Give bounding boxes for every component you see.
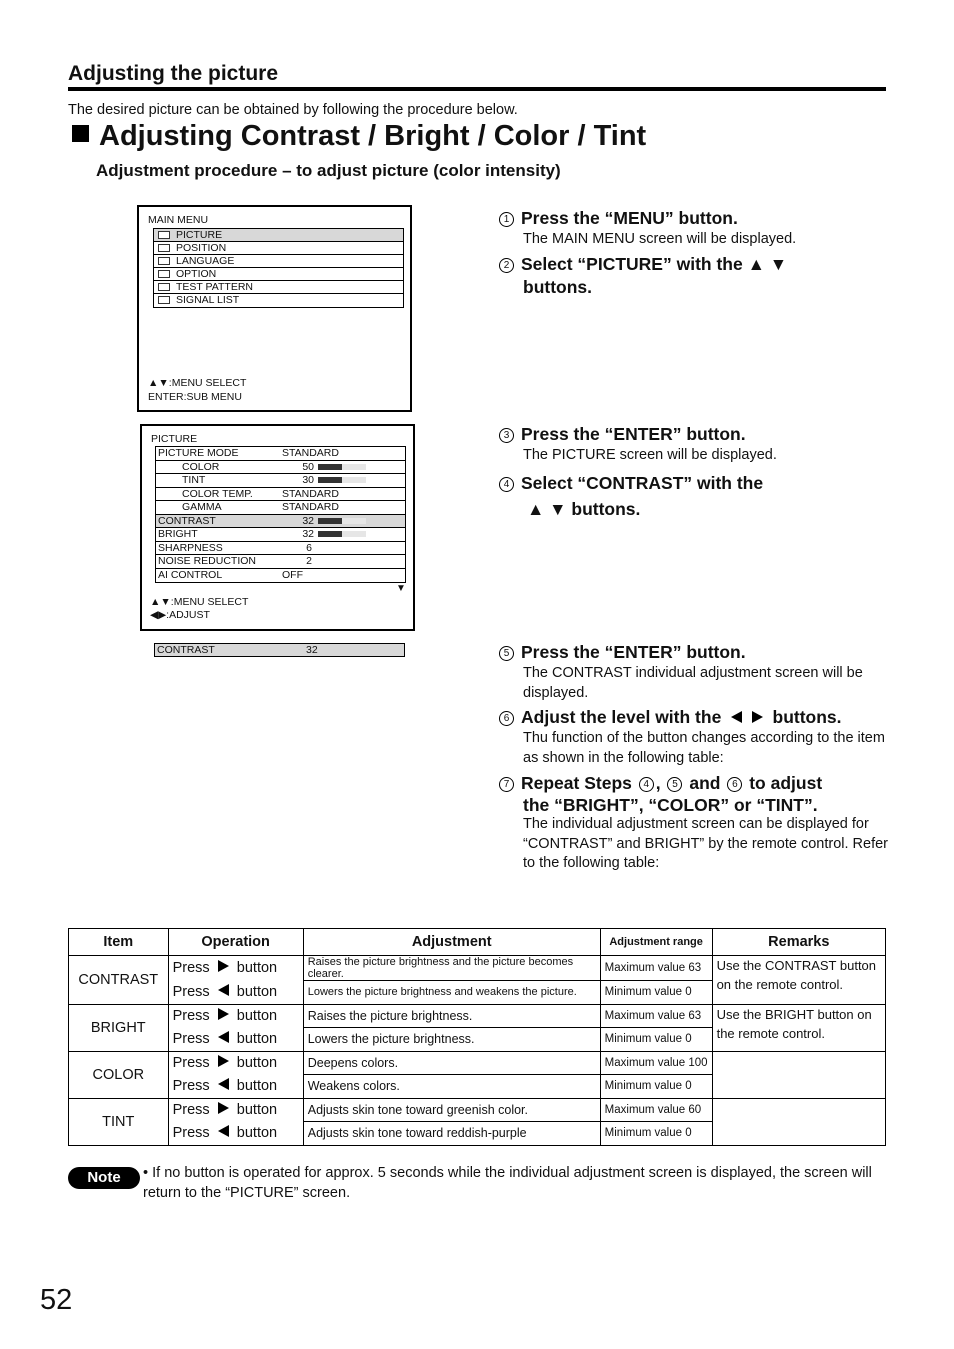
- row-sharpness[interactable]: [156, 542, 405, 556]
- picture-menu-screen: [140, 424, 415, 631]
- adjustment-down: Weakens colors.: [303, 1075, 600, 1099]
- step-title-text: to adjust: [749, 773, 823, 793]
- contrast-bar-value: 32: [306, 644, 318, 656]
- row-value: STANDARD: [282, 501, 339, 513]
- step-ref-number: 6: [727, 777, 742, 792]
- press-text: Press: [172, 1008, 210, 1024]
- adjustment-down: Adjusts skin tone toward reddish-purple: [303, 1122, 600, 1146]
- operation-up: [168, 1098, 303, 1122]
- table-row: [69, 956, 886, 981]
- row-label: AI CONTROL: [158, 568, 223, 581]
- row-value: 30: [302, 474, 314, 486]
- row-label: GAMMA: [182, 501, 222, 513]
- page-number: 52: [40, 1284, 73, 1316]
- step-title-cont: buttons.: [523, 277, 593, 297]
- step-title: [499, 706, 889, 729]
- main-menu-screen: [137, 205, 412, 412]
- step-title: 7 Repeat Steps 4 , 5 and 6 to adjust: [499, 772, 891, 795]
- press-text: Press: [172, 1102, 210, 1118]
- picture-menu-list: [155, 446, 406, 583]
- range-max: Maximum value 63: [600, 1004, 712, 1028]
- header-adjustment-range: Adjustment range: [600, 929, 712, 956]
- step-number: 7: [499, 777, 514, 792]
- table-row: [69, 1098, 886, 1122]
- right-arrow-icon: [218, 1102, 229, 1114]
- step-title-text: buttons.: [772, 707, 842, 727]
- row-color[interactable]: [156, 461, 405, 475]
- step-title: [499, 423, 889, 446]
- operation-down: [168, 1075, 303, 1099]
- main-title-text: Adjusting Contrast / Bright / Color / Tint: [99, 120, 647, 152]
- remarks-cell: Use the BRIGHT button on the remote control.: [712, 1004, 885, 1051]
- range-min: Minimum value 0: [600, 981, 712, 1005]
- adjust-hint: ◀▶:ADJUST: [150, 609, 210, 621]
- header-remarks: Remarks: [712, 929, 885, 956]
- up-down-arrows-icon: ▲ ▼: [747, 254, 788, 274]
- row-value: OFF: [282, 568, 303, 581]
- button-text: button: [236, 984, 278, 1000]
- right-arrow-icon: [218, 960, 229, 972]
- row-bright[interactable]: [156, 528, 405, 542]
- row-value: 2: [306, 555, 312, 567]
- range-max: Maximum value 60: [600, 1098, 712, 1122]
- step-title-text: buttons.: [571, 499, 641, 519]
- remarks-cell: [712, 1098, 885, 1145]
- row-label: PICTURE MODE: [158, 447, 239, 459]
- row-tint[interactable]: [156, 474, 405, 488]
- operation-up: [168, 1051, 303, 1075]
- step-body: Thu function of the button changes according to the item as shown in the following table:: [523, 730, 885, 766]
- operation-down: [168, 1122, 303, 1146]
- operation-up: [168, 956, 303, 981]
- row-ai-control[interactable]: [156, 569, 405, 583]
- row-value: 6: [306, 541, 312, 554]
- row-label: NOISE REDUCTION: [158, 555, 257, 567]
- step-body: The PICTURE screen will be displayed.: [523, 447, 777, 463]
- contrast-adjust-bar[interactable]: [154, 643, 405, 657]
- menu-item-label: PICTURE: [176, 229, 223, 241]
- row-noise-reduction[interactable]: [156, 555, 405, 569]
- step-body: The individual adjustment screen can be displayed for “CONTRAST” and BRIGHT” by the remote control. Refer to the following table:: [523, 816, 889, 871]
- step-3: [499, 423, 889, 466]
- button-text: button: [236, 1102, 278, 1118]
- row-label: COLOR TEMP.: [182, 487, 253, 500]
- adjustment-up: Adjusts skin tone toward greenish color.: [303, 1098, 600, 1122]
- row-value: 32: [302, 528, 314, 540]
- section-title: Adjusting the picture: [68, 62, 886, 91]
- menu-item-test-pattern[interactable]: [154, 281, 403, 294]
- row-label: TINT: [182, 474, 206, 486]
- step-title-text: Press the “MENU” button.: [521, 208, 738, 228]
- operation-up: [168, 1004, 303, 1028]
- step-body: The MAIN MENU screen will be displayed.: [523, 231, 797, 247]
- menu-item-label: OPTION: [176, 268, 217, 280]
- button-text: button: [236, 1078, 278, 1094]
- header-operation: Operation: [168, 929, 303, 956]
- menu-item-position[interactable]: [154, 242, 403, 255]
- item-cell: TINT: [69, 1098, 169, 1145]
- adjustment-down: Lowers the picture brightness and weakens the picture.: [303, 981, 600, 1005]
- step-1: [499, 207, 889, 250]
- step-title-text: Adjust the level with the: [521, 707, 722, 727]
- menu-item-label: SIGNAL LIST: [176, 294, 240, 306]
- level-bar: [318, 531, 366, 537]
- table-header-row: [69, 929, 886, 956]
- step-title: [499, 472, 889, 495]
- header-adjustment: Adjustment: [303, 929, 600, 956]
- button-text: button: [236, 1055, 278, 1071]
- press-text: Press: [172, 1125, 210, 1141]
- row-color-temp[interactable]: [156, 488, 405, 502]
- step-ref-number: 4: [639, 777, 654, 792]
- picture-menu-title: PICTURE: [151, 433, 198, 445]
- press-text: Press: [172, 1055, 210, 1071]
- option-icon: [158, 270, 170, 278]
- step-number: 1: [499, 212, 514, 227]
- step-number: 3: [499, 428, 514, 443]
- menu-item-label: POSITION: [176, 242, 227, 254]
- left-arrow-icon: [218, 1078, 229, 1090]
- left-arrow-icon: [218, 1125, 229, 1137]
- level-bar: [318, 477, 366, 483]
- adjustment-up: Raises the picture brightness.: [303, 1004, 600, 1028]
- step-4: [499, 472, 889, 521]
- row-contrast[interactable]: [156, 515, 405, 529]
- button-text: button: [236, 1125, 278, 1141]
- left-arrow-icon: [731, 711, 742, 723]
- header-item: Item: [69, 929, 169, 956]
- step-title: [499, 641, 889, 664]
- procedure-subtitle: Adjustment procedure – to adjust picture (color intensity): [96, 161, 561, 180]
- square-bullet-icon: [72, 125, 89, 142]
- step-title: [499, 253, 889, 276]
- step-title: [499, 207, 889, 230]
- main-menu-list: [153, 228, 404, 308]
- press-text: Press: [172, 960, 210, 977]
- note-text: • If no button is operated for approx. 5 seconds while the individual adjustment screen is displayed, the screen will return to the “PICTURE” screen.: [143, 1165, 872, 1201]
- remarks-cell: [712, 1051, 885, 1098]
- step-title-cont: [527, 498, 889, 521]
- menu-select-hint: ▲▼:MENU SELECT: [150, 596, 249, 608]
- button-text: button: [236, 1008, 278, 1024]
- menu-item-signal-list[interactable]: [154, 294, 403, 307]
- step-7: [499, 772, 891, 874]
- menu-item-language[interactable]: [154, 255, 403, 268]
- range-min: Minimum value 0: [600, 1028, 712, 1052]
- step-title-text: Select “PICTURE” with the: [521, 254, 743, 274]
- step-title-text: and: [689, 773, 721, 793]
- range-max: Maximum value 63: [600, 956, 712, 981]
- step-ref-number: 5: [667, 777, 682, 792]
- step-number: 2: [499, 258, 514, 273]
- step-2: [499, 253, 889, 299]
- row-label: CONTRAST: [158, 514, 216, 527]
- operation-down: [168, 981, 303, 1005]
- right-arrow-icon: [218, 1008, 229, 1020]
- table-row: [69, 1051, 886, 1075]
- row-label: BRIGHT: [158, 528, 198, 540]
- left-arrow-icon: [218, 984, 229, 996]
- adjustment-down: Lowers the picture brightness.: [303, 1028, 600, 1052]
- step-title-text: Repeat Steps: [521, 773, 632, 793]
- menu-item-label: TEST PATTERN: [176, 281, 254, 293]
- menu-item-option[interactable]: [154, 268, 403, 281]
- main-title: [72, 120, 646, 153]
- item-cell: BRIGHT: [69, 1004, 169, 1051]
- step-number: 6: [499, 711, 514, 726]
- step-body: The CONTRAST individual adjustment screen will be displayed.: [523, 665, 863, 701]
- more-down-icon: ▼: [396, 583, 406, 594]
- menu-item-picture[interactable]: [154, 229, 403, 242]
- row-value: 32: [302, 514, 314, 527]
- right-arrow-icon: [752, 711, 763, 723]
- sub-menu-hint: ENTER:SUB MENU: [148, 391, 242, 403]
- step-title-text: Select “CONTRAST” with the: [521, 473, 764, 493]
- menu-select-hint: ▲▼:MENU SELECT: [148, 377, 247, 389]
- level-bar: [318, 518, 366, 524]
- main-menu-title: MAIN MENU: [148, 214, 209, 226]
- press-text: Press: [172, 1078, 210, 1094]
- picture-icon: [158, 231, 170, 239]
- intro-text: The desired picture can be obtained by following the procedure below.: [68, 102, 518, 118]
- signal-list-icon: [158, 296, 170, 304]
- press-text: Press: [172, 1031, 210, 1047]
- row-label: SHARPNESS: [158, 541, 223, 554]
- step-number: 5: [499, 646, 514, 661]
- operation-down: [168, 1028, 303, 1052]
- up-down-arrows-icon: ▲ ▼: [527, 499, 567, 519]
- row-value: STANDARD: [282, 447, 339, 459]
- adjustment-table: [68, 928, 886, 1146]
- button-text: button: [236, 1031, 278, 1047]
- right-arrow-icon: [218, 1055, 229, 1067]
- row-picture-mode[interactable]: [156, 447, 405, 461]
- level-bar: [318, 464, 366, 470]
- item-cell: CONTRAST: [69, 956, 169, 1005]
- note-badge: Note: [68, 1167, 140, 1189]
- test-pattern-icon: [158, 283, 170, 291]
- menu-item-label: LANGUAGE: [176, 255, 235, 267]
- language-icon: [158, 257, 170, 265]
- step-6: [499, 706, 889, 768]
- row-value: 50: [302, 460, 314, 473]
- press-text: Press: [172, 984, 210, 1000]
- step-title-text: Press the “ENTER” button.: [521, 424, 746, 444]
- row-gamma[interactable]: [156, 501, 405, 515]
- remarks-cell: Use the CONTRAST button on the remote control.: [712, 956, 885, 1005]
- step-5: [499, 641, 889, 703]
- table-row: [69, 1004, 886, 1028]
- step-title-cont: the “BRIGHT”, “COLOR” or “TINT”.: [523, 795, 818, 815]
- row-value: STANDARD: [282, 487, 339, 500]
- range-min: Minimum value 0: [600, 1075, 712, 1099]
- button-text: button: [236, 960, 278, 977]
- left-arrow-icon: [218, 1031, 229, 1043]
- position-icon: [158, 244, 170, 252]
- range-max: Maximum value 100: [600, 1051, 712, 1075]
- row-label: COLOR: [182, 460, 220, 473]
- contrast-bar-label: CONTRAST: [157, 644, 215, 656]
- adjustment-up: Deepens colors.: [303, 1051, 600, 1075]
- step-title-text: Press the “ENTER” button.: [521, 642, 746, 662]
- range-min: Minimum value 0: [600, 1122, 712, 1146]
- item-cell: COLOR: [69, 1051, 169, 1098]
- step-number: 4: [499, 477, 514, 492]
- adjustment-up: Raises the picture brightness and the picture becomes clearer.: [303, 956, 600, 981]
